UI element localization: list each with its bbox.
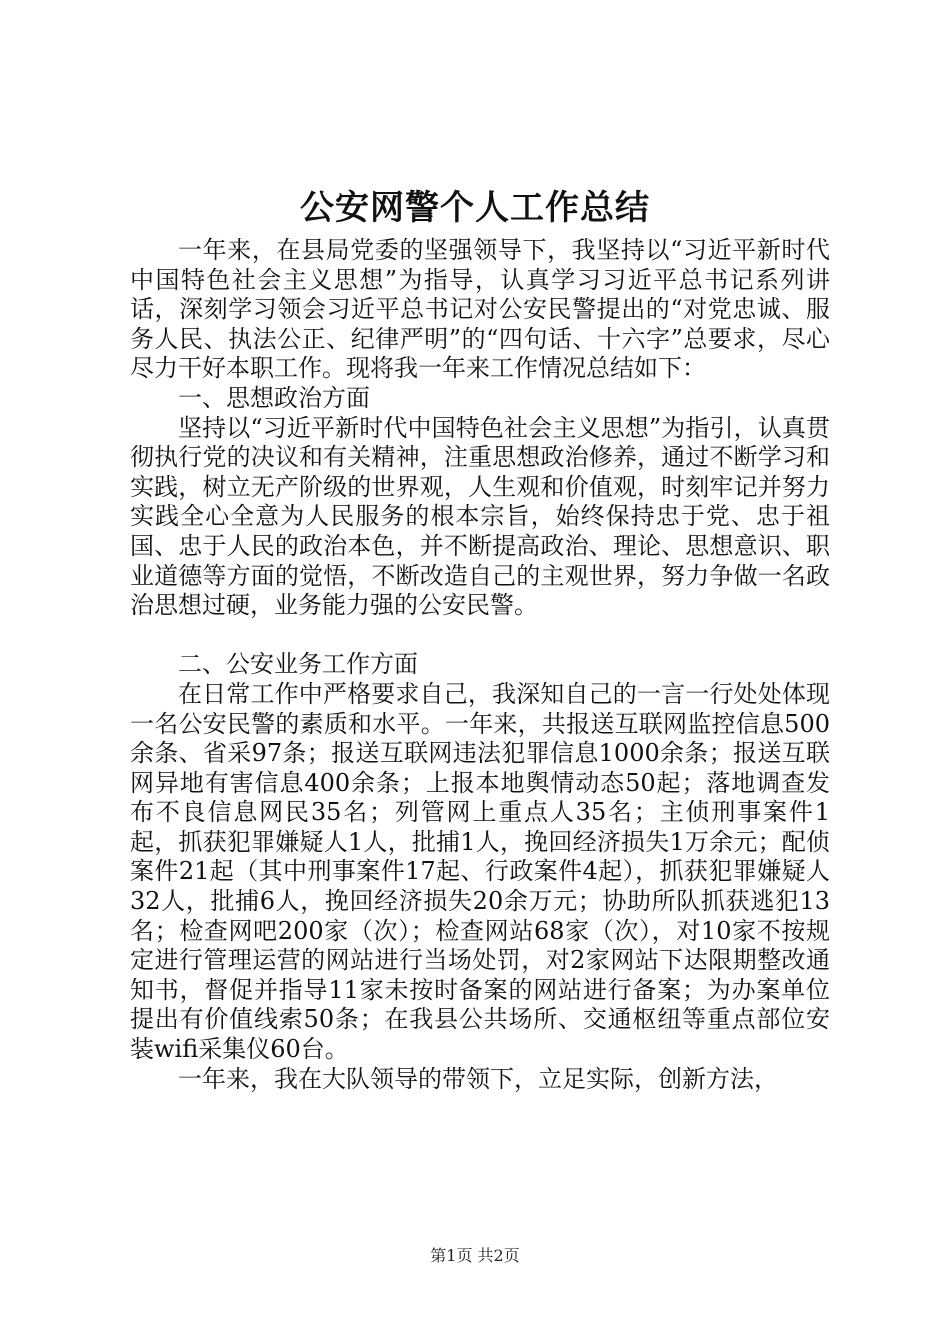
section-heading-political: 一、思想政治方面 <box>178 383 370 412</box>
page-footer: 第1页 共2页 <box>430 1246 520 1265</box>
closing-paragraph: 一年来，我在大队领导的带领下，立足实际，创新方法， <box>178 1064 778 1093</box>
intro-paragraph: 一年来，在县局党委的坚强领导下，我坚持以“习近平新时代中国特色社会主义思想”为指导，认真学习习近平总书记系列讲话，深刻学习领会习近平总书记对公安民警提出的“对党忠诚、服务人民、执法公正、纪律严明”的“四句话、十六字”总要求，尽心尽力干好本职工作。现将我一年来工作情况总结如下： <box>130 236 830 383</box>
section-heading-business: 二、公安业务工作方面 <box>178 650 418 679</box>
document-title: 公安网警个人工作总结 <box>300 188 650 228</box>
political-paragraph: 坚持以“习近平新时代中国特色社会主义思想”为指引，认真贯彻执行党的决议和有关精神，注重思想政治修养，通过不断学习和实践，树立无产阶级的世界观，人生观和价值观，时刻牢记并努力实践全心全意为人民服务的根本宗旨，始终保持忠于党、忠于祖国、忠于人民的政治本色，并不断提高政治、理论、思想意识、职业道德等方面的觉悟，不断改造自己的主观世界，努力争做一名政治思想过硬，业务能力强的公安民警。 <box>130 413 830 620</box>
paragraph-spacer <box>130 621 830 651</box>
business-paragraph: 在日常工作中严格要求自己，我深知自己的一言一行处处体现一名公安民警的素质和水平。一年来，共报送互联网监控信息500余条、省采97条；报送互联网违法犯罪信息1000余条；报送互联网异地有害信息400余条；上报本地舆情动态50起；落地调查发布不良信息网民35名；列管网上重点人35名；主侦刑事案件1起，抓获犯罪嫌疑人1人，批捕1人，挽回经济损失1万余元；配侦案件21起（其中刑事案件17起、行政案件4起），抓获犯罪嫌疑人32人，批捕6人，挽回经济损失20余万元；协助所队抓获逃犯13名；检查网吧200家（次）；检查网站68家（次），对10家不按规定进行管理运营的网站进行当场处罚，对2家网站下达限期整改通知书，督促并指导11家未按时备案的网站进行备案；为办案单位提出有价值线索50条；在我县公共场所、交通枢纽等重点部位安装wifi采集仪60台。 <box>130 679 830 1064</box>
document-body <box>130 236 830 1094</box>
